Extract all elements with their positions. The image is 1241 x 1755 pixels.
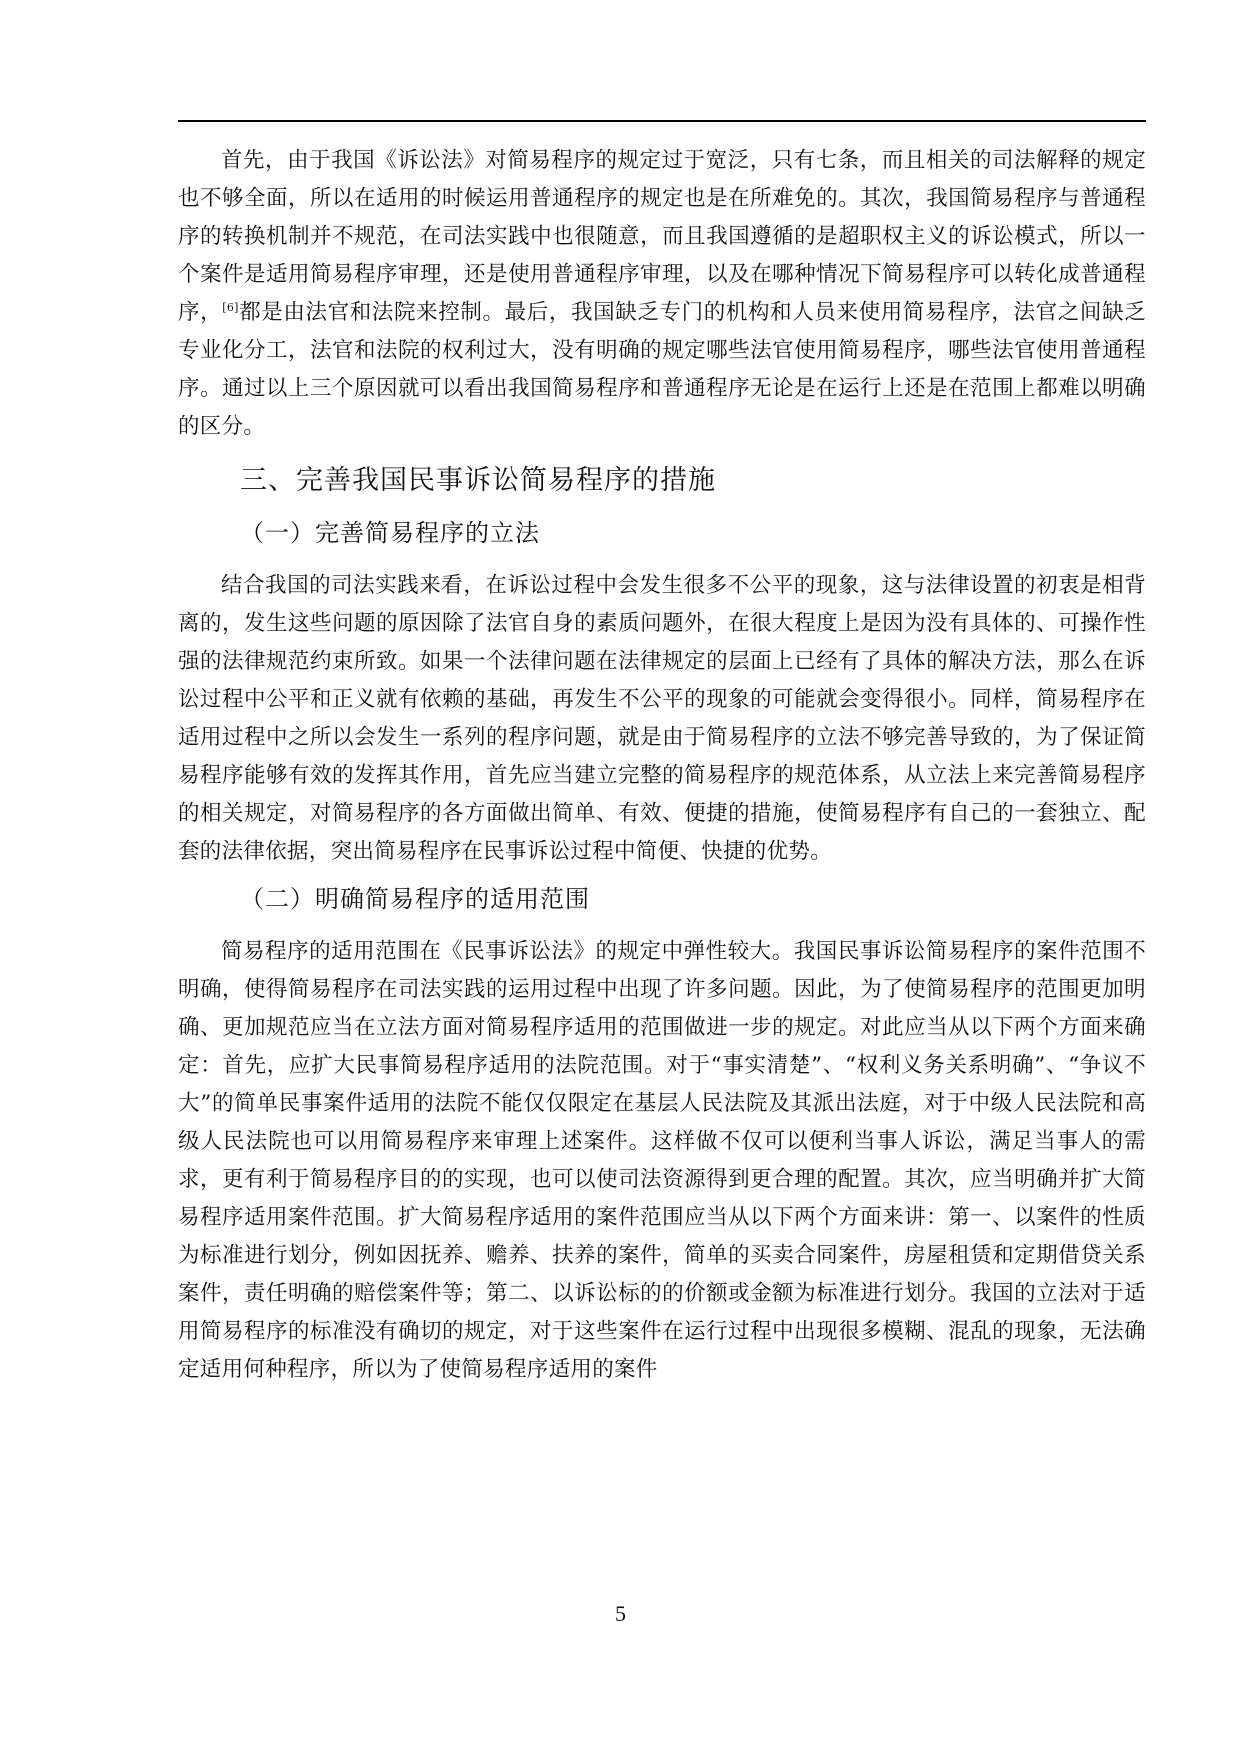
subsection-heading-scope: （二）明确简易程序的适用范围	[240, 885, 590, 913]
paragraph-text: 首先，由于我国《诉讼法》对简易程序的规定过于宽泛，只有七条，而且相关的司法解释的规定也不够全面，所以在适用的时候运用普通程序的规定也是在所难免的。其次，我国简易程序与普通程序的转换机制并不规范，在司法实践中也很随意，而且我国遵循的是超职权主义的诉讼模式，所以一个案件是适用简易程序审理，还是使用普通程序审理，以及在哪种情况下简易程序可以转化成普通程序，	[178, 148, 1146, 325]
paragraph-text-continued: 都是由法官和法院来控制。最后，我国缺乏专门的机构和人员来使用简易程序，法官之间缺乏专业化分工，法官和法院的权利过大，没有明确的规定哪些法官使用简易程序，哪些法官使用普通程序。通过以上三个原因就可以看出我国简易程序和普通程序无论是在运行上还是在范围上都难以明确的区分。	[178, 300, 1146, 439]
paragraph-legislation: 结合我国的司法实践来看，在诉讼过程中会发生很多不公平的现象，这与法律设置的初衷是相背离的，发生这些问题的原因除了法官自身的素质问题外，在很大程度上是因为没有具体的、可操作性强的法律规范约束所致。如果一个法律问题在法律规定的层面上已经有了具体的解决方法，那么在诉讼过程中公平和正义就有依赖的基础，再发生不公平的现象的可能就会变得很小。同样，简易程序在适用过程中之所以会发生一系列的程序问题，就是由于简易程序的立法不够完善导致的，为了保证简易程序能够有效的发挥其作用，首先应当建立完整的简易程序的规范体系，从立法上来完善简易程序的相关规定，对简易程序的各方面做出简单、有效、便捷的措施，使简易程序有自己的一套独立、配套的法律依据，突出简易程序在民事诉讼过程中简便、快捷的优势。	[178, 573, 1146, 864]
section-heading: 三、完善我国民事诉讼简易程序的措施	[240, 465, 716, 496]
paragraph-differentiation-reasons	[178, 142, 1146, 446]
paragraph-scope: 简易程序的适用范围在《民事诉讼法》的规定中弹性较大。我国民事诉讼简易程序的案件范围不明确，使得简易程序在司法实践的运用过程中出现了许多问题。因此，为了使简易程序的范围更加明确、更加规范应当在立法方面对简易程序适用的范围做进一步的规定。对此应当从以下两个方面来确定：首先，应扩大民事简易程序适用的法院范围。对于“事实清楚”、“权利义务关系明确”、“争议不大”的简单民事案件适用的法院不能仅仅限定在基层人民法院及其派出法庭，对于中级人民法院和高级人民法院也可以用简易程序来审理上述案件。这样做不仅可以便利当事人诉讼，满足当事人的需求，更有利于简易程序目的的实现，也可以使司法资源得到更合理的配置。其次，应当明确并扩大简易程序适用案件范围。扩大简易程序适用的案件范围应当从以下两个方面来讲：第一、以案件的性质为标准进行划分，例如因抚养、赡养、扶养的案件，简单的买卖合同案件，房屋租赁和定期借贷关系案件，责任明确的赔偿案件等；第二、以诉讼标的的价额或金额为标准进行划分。我国的立法对于适用简易程序的标准没有确切的规定，对于这些案件在运行过程中出现很多模糊、混乱的现象，无法确定适用何种程序，所以为了使简易程序适用的案件	[178, 939, 1146, 1382]
page-body	[178, 142, 1146, 1389]
page-number: 5	[615, 1601, 626, 1626]
citation-marker: [6]	[222, 300, 239, 314]
header-rule	[178, 120, 1146, 122]
subsection-heading-legislation: （一）完善简易程序的立法	[240, 519, 540, 547]
